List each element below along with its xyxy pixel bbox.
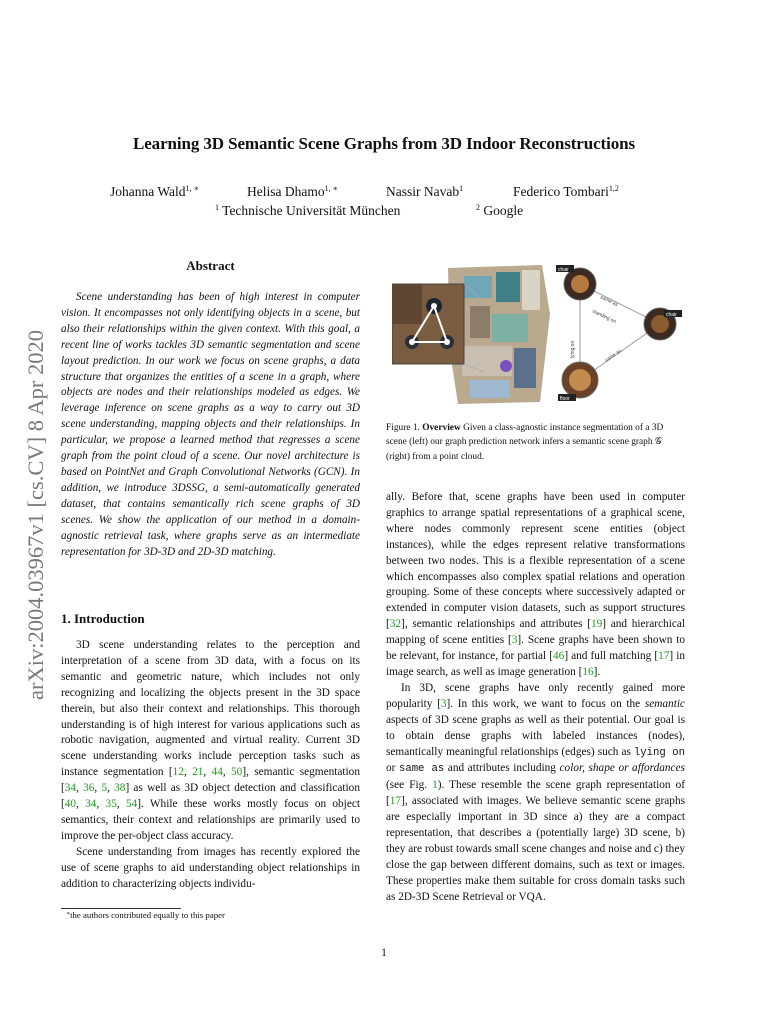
citation-link[interactable]: 5 xyxy=(101,782,108,795)
citation-link[interactable]: 44 xyxy=(211,766,223,779)
edge-label: same as xyxy=(603,348,623,364)
affiliation-list xyxy=(0,203,768,223)
paper-title: Learning 3D Semantic Scene Graphs from 3D Indoor Reconstructions xyxy=(132,134,636,153)
figure-caption: Figure 1. Overview Given a class-agnostic instance segmentation of a 3D scene (left) our graph prediction network infers a semantic scene graph 𝒢 (right) from a point cloud. xyxy=(386,423,664,462)
citation-link[interactable]: 35 xyxy=(105,798,117,811)
citation-link[interactable]: 50 xyxy=(231,766,243,779)
figure-link[interactable]: 1 xyxy=(432,779,438,792)
figure-overview xyxy=(392,262,684,412)
citation-link[interactable]: 21 xyxy=(192,766,204,779)
citation-link[interactable]: 3 xyxy=(440,697,447,710)
abstract-heading: Abstract xyxy=(186,258,235,273)
citation-link[interactable]: 17 xyxy=(658,650,670,663)
intro-body xyxy=(61,638,360,893)
footnote-rule xyxy=(61,908,181,909)
affiliation: $^1$ Technische Universität München xyxy=(215,203,401,218)
edge-label: lying on xyxy=(570,340,576,358)
citation-link[interactable]: 17 xyxy=(389,795,402,808)
citation-link[interactable]: 3 xyxy=(511,634,518,647)
affiliation: $^2$ Google xyxy=(476,203,524,218)
abstract-text: Scene understanding has been of high interest in computer vision. It encompasses not only identifying objects in a scene, but also their relationships within the given context. With this goal, a recent line of works tackles 3D semantic segmentation and scene layout prediction. In our work we focus on scene graphs, a data structure that organizes the entities of a scene in a graph, where objects are nodes and their relationships modeled as edges. We leverage inference on scene graphs as a way to carry out 3D scene understanding, mapping objects and their relationships. In particular, we propose a learned method that regresses a scene graph from the point cloud of a scene. Our novel architecture is based on PointNet and Graph Convolutional Networks (GCN). In addition, we introduce 3DSSG, a semi-automatically generated dataset, that contains semantically rich scene graphs of 3D scenes. We show the application of our method in a domain-agnostic retrieval task, where graphs serve as an intermediate representation for 3D-3D and 2D-3D matching. xyxy=(61,291,360,558)
paragraph: Scene understanding from images has recently explored the use of scene graphs to aid understanding object relationships in addition to characterizing objects individu- xyxy=(61,845,360,890)
author: Nassir Navab$^1$ xyxy=(386,184,464,199)
section-heading: 1. Introduction xyxy=(61,611,145,626)
citation-link[interactable]: 38 xyxy=(114,782,126,795)
citation-link[interactable]: 12 xyxy=(172,766,184,779)
citation-link[interactable]: 19 xyxy=(590,618,603,631)
author: Helisa Dhamo$^{1, ∗}$ xyxy=(247,184,339,199)
paragraph: ally. Before that, scene graphs have been used in computer graphics to arrange spatial representations of a graphical scene, where nodes commonly represent scene entities (object instances), while the edges represent relative transformations between two nodes. This is a flexible representation of a scene which encompasses also complex spatial relations and operation grouping. Some of these concepts where successively adapted or extended in computer vision datasets, such as support structures [32], semantic relationships and attributes [19] and hierarchical mapping of scene entities [3]. Scene graphs have been shown to be relevant, for instance, for partial [46] and full matching [17] in image search, as well as image generation [16]. xyxy=(386,491,686,678)
node-label: floor xyxy=(560,396,570,402)
citation-link[interactable]: 46 xyxy=(553,650,565,663)
node-label: chair xyxy=(666,312,677,318)
figure-illustration xyxy=(392,262,684,412)
paragraph: 3D scene understanding relates to the perception and interpretation of a scene from 3D data, with a focus on its semantic and geometric nature, which includes not only recognizing and localizing the objects present in the 3D space therein, but also their context and relationships. This thorough understanding is of high interest for various applications such as robotic navigation, augmented and virtual reality. Current 3D scene understanding works include perception tasks such as instance segmentation [12, 21, 44, 50], semantic segmentation [34, 36, 5, 38] as well as 3D object detection and classification [40, 34, 35, 54]. While these works mostly focus on object semantics, their context and relationships are primarily used to improve the per-object class accuracy. xyxy=(61,639,360,842)
right-column-body xyxy=(386,490,685,906)
edge-label: same as xyxy=(599,294,619,309)
page-number: 1 xyxy=(381,947,387,959)
edge-label: standing on xyxy=(591,308,617,326)
citation-link[interactable]: 40 xyxy=(64,798,77,811)
author: Johanna Wald$^{1, ∗}$ xyxy=(110,184,199,199)
citation-link[interactable]: 16 xyxy=(582,665,594,678)
node-label: chair xyxy=(558,267,569,273)
footnote: ∗the authors contributed equally to this paper xyxy=(66,910,225,920)
author-list xyxy=(0,184,768,204)
citation-link[interactable]: 54 xyxy=(125,798,138,811)
citation-link[interactable]: 36 xyxy=(83,782,95,795)
citation-link[interactable]: 34 xyxy=(85,798,97,811)
citation-link[interactable]: 32 xyxy=(389,618,402,631)
citation-link[interactable]: 34 xyxy=(64,782,77,795)
arxiv-stamp: arXiv:2004.03967v1 [cs.CV] 8 Apr 2020 xyxy=(23,330,48,700)
author: Federico Tombari$^{1,2}$ xyxy=(513,184,619,199)
paragraph: In 3D, scene graphs have only recently gained more popularity [3]. In this work, we want to focus on the semantic aspects of 3D scene graphs as well as their potential. Our goal is to obtain dense graphs with labeled instances (nodes), semantically meaningful relationships (edges) such as lying on or same as and attributes including color, shape or affordances (see Fig. 1). These resemble the scene graph representation of [17], associated with images. We believe semantic scene graphs are especially important in 3D since a) they are a compact representation, that describes a (potentially large) 3D scene, b) they are robust towards small scene changes and noise and c) they close the gap between different domains, such as text or images. These properties make them suitable for cross domain tasks such as 2D-3D Scene Retrieval or VQA. xyxy=(386,681,685,903)
scene-graph xyxy=(556,265,682,402)
